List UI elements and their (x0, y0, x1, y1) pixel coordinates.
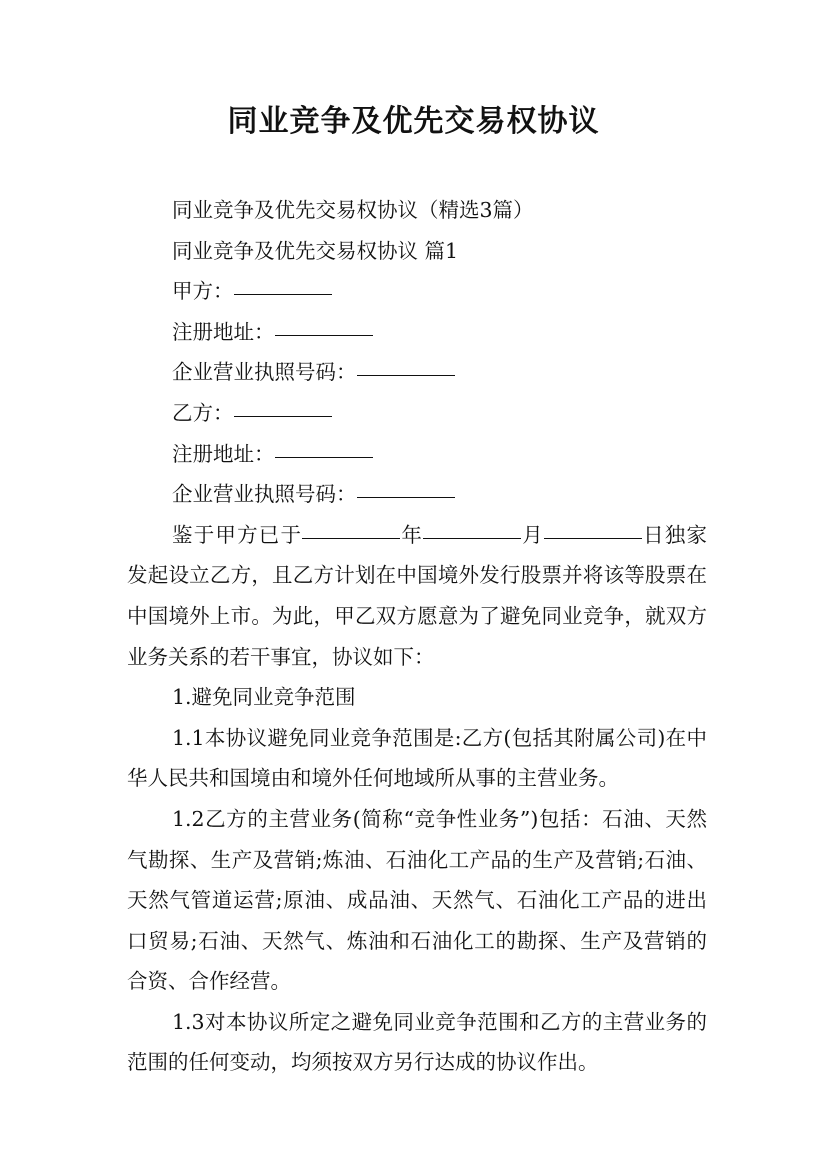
subtitle-line: 同业竞争及优先交易权协议（精选3篇） (172, 198, 534, 222)
clause-1-3: 1.3对本协议所定之避免同业竞争范围和乙方的主营业务的范围的任何变动，均须按双方另行达成的协议作出。 (127, 1009, 707, 1075)
party-a-license-line (127, 352, 707, 393)
document-title: 同业竞争及优先交易权协议 (227, 104, 600, 139)
clause-1-1: 1.1本协议避免同业竞争范围是:乙方(包括其附属公司)在中华人民共和国境由和境外任何地域所从事的主营业务。 (127, 725, 707, 791)
blank-line (234, 293, 332, 295)
blank-line (275, 456, 373, 458)
party-a-line (127, 271, 707, 312)
party-b-address-line (127, 434, 707, 475)
blank-line (544, 537, 642, 539)
year-text: 年 (400, 522, 424, 547)
whereas-paragraph (127, 515, 707, 677)
whereas-rest: 日独家发起设立乙方，且乙方计划在中国境外发行股票并将该等股票在中国境外上市。为此，甲乙双方愿意为了避免同业竞争，就双方业务关系的若干事宜，协议如下： (127, 522, 708, 669)
party-b-license-label: 企业营业执照号码： (172, 482, 357, 507)
blank-line (423, 537, 521, 539)
blank-line (302, 537, 400, 539)
month-text: 月 (521, 522, 544, 547)
whereas-prefix: 鉴于甲方已于 (172, 522, 303, 547)
blank-line (357, 496, 455, 498)
party-a-license-label: 企业营业执照号码： (172, 360, 357, 385)
party-b-address-label: 注册地址： (172, 441, 275, 466)
blank-line (357, 374, 455, 376)
party-a-label: 甲方： (172, 279, 234, 304)
clause-1-2: 1.2乙方的主营业务(简称“竞争性业务”)包括：石油、天然气勘探、生产及营销;炼油、石油化工产品的生产及营销;石油、天然气管道运营;原油、成品油、天然气、石油化工产品的进出口贸易;石油、天然气、炼油和石油化工的勘探、生产及营销的合资、合作经营。 (127, 806, 707, 994)
section-heading-1: 同业竞争及优先交易权协议 篇1 (172, 238, 459, 263)
party-a-address-label: 注册地址： (172, 319, 275, 344)
party-b-line (127, 393, 707, 434)
party-a-address-line (127, 312, 707, 353)
blank-line (275, 334, 373, 336)
document-body (127, 190, 707, 1083)
section-1-heading: 1.避免同业竞争范围 (172, 685, 356, 710)
blank-line (234, 415, 332, 417)
party-b-license-line (127, 474, 707, 515)
party-b-label: 乙方： (172, 400, 234, 425)
